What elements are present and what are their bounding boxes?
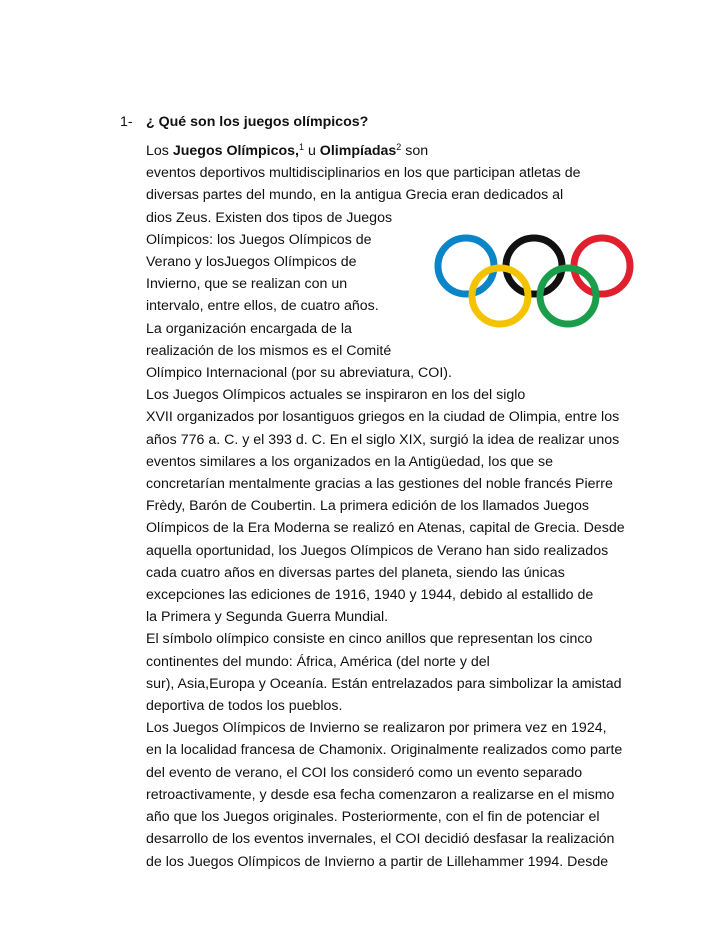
text-line: concretarían mentalmente gracias a las gestiones del noble francés Pierre	[146, 476, 613, 493]
text-line: cada cuatro años en diversas partes del planeta, siendo las únicas	[146, 564, 565, 581]
text-line: La organización encargada de la	[146, 320, 352, 337]
text-line: deportiva de todos los pueblos.	[146, 698, 343, 715]
text-line: eventos deportivos multidisciplinarios en los que participan atletas de	[146, 165, 581, 182]
text-line: aquella oportunidad, los Juegos Olímpicos de Verano han sido realizados	[146, 542, 609, 559]
intro-line	[146, 140, 666, 162]
ring-black	[506, 238, 562, 294]
text-line: retroactivamente, y desde esa fecha comenzaron a realizarse en el mismo	[146, 786, 615, 803]
text-line: Frèdy, Barón de Coubertin. La primera edición de los llamados Juegos	[146, 498, 589, 515]
text-line: del evento de verano, el COI los consideró como un evento separado	[146, 764, 583, 781]
text-line: El símbolo olímpico consiste en cinco anillos que representan los cinco	[146, 631, 593, 648]
ring-yellow	[472, 268, 528, 324]
text-line: realización de los mismos es el Comité	[146, 342, 392, 359]
ring-red	[574, 238, 630, 294]
list-number: 1-	[120, 114, 133, 130]
text-line: Invierno, que se realizan con un	[146, 276, 348, 293]
text-line: Los Juegos Olímpicos de Invierno se realizaron por primera vez en 1924,	[146, 720, 607, 737]
intro-word: son	[405, 143, 429, 159]
intro-word: Los	[146, 143, 169, 159]
term-olimpiadas: Olimpíadas	[319, 143, 397, 159]
text-line: Los Juegos Olímpicos actuales se inspiraron en los del siglo	[146, 387, 526, 404]
text-line: excepciones las ediciones de 1916, 1940 y 1944, debido al estallido de	[146, 587, 594, 604]
text-line: dios Zeus. Existen dos tipos de Juegos	[146, 209, 393, 226]
text-line: años 776 a. C. y el 393 d. C. En el siglo XIX, surgió la idea de realizar unos	[146, 431, 620, 448]
text-line: Olímpicos: los Juegos Olímpicos de	[146, 231, 372, 248]
ring-blue	[438, 238, 494, 294]
footnote-2: 2	[396, 142, 402, 152]
text-line: eventos similares a los organizados en la Antigüedad, los que se	[146, 453, 553, 470]
text-line: Verano y losJuegos Olímpicos de	[146, 254, 357, 271]
ring-green	[540, 268, 596, 324]
question-text: ¿ Qué son los juegos olímpicos?	[146, 114, 369, 130]
text-line: continentes del mundo: África, América (del norte y del	[146, 653, 490, 670]
text-line: diversas partes del mundo, en la antigua Grecia eran dedicados al	[146, 187, 564, 204]
footnote-1: 1	[298, 142, 304, 152]
question-heading	[120, 114, 368, 130]
text-line: Olímpico Internacional (por su abreviatura, COI).	[146, 365, 452, 382]
text-line: intervalo, entre ellos, de cuatro años.	[146, 298, 379, 315]
intro-word: u	[307, 143, 316, 159]
text-line: desarrollo de los eventos invernales, el COI decidió desfasar la realización	[146, 831, 615, 848]
text-line: de los Juegos Olímpicos de Invierno a partir de Lillehammer 1994. Desde	[146, 853, 609, 870]
olympic-rings-icon	[426, 232, 642, 332]
term-juegos-olimpicos: Juegos Olímpicos,	[172, 143, 299, 159]
text-line: XVII organizados por losantiguos griegos en la ciudad de Olimpia, entre los	[146, 409, 620, 426]
text-line: en la localidad francesa de Chamonix. Originalmente realizados como parte	[146, 742, 623, 759]
text-line: Olímpicos de la Era Moderna se realizó en Atenas, capital de Grecia. Desde	[146, 520, 625, 537]
text-line: año que los Juegos originales. Posteriormente, con el fin de potenciar el	[146, 809, 600, 826]
text-line: la Primera y Segunda Guerra Mundial.	[146, 609, 389, 626]
text-line: sur), Asia,Europa y Oceanía. Están entrelazados para simbolizar la amistad	[146, 675, 622, 692]
